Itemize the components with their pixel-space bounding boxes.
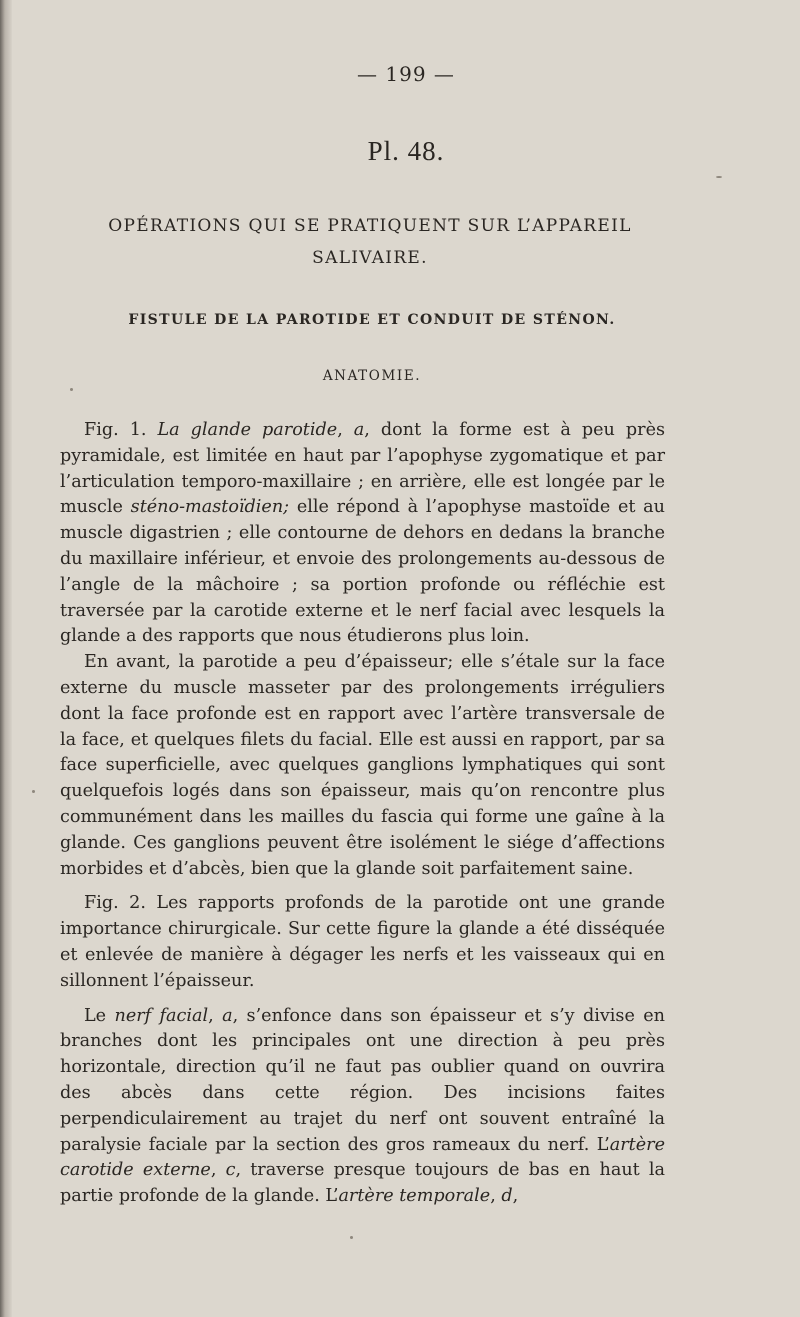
book-page [12, 0, 800, 1317]
italic-letter: a [353, 420, 365, 440]
text-run: , [208, 1005, 223, 1026]
page-number: — 199 — [357, 62, 455, 86]
plate-title: Pl. 48. [367, 136, 445, 166]
section-title-line-2: SALIVAIRE. [312, 248, 428, 268]
book-binding-edge [0, 0, 12, 1317]
italic-letter: d [501, 1186, 513, 1207]
section-title [90, 210, 650, 274]
italic-term: artère temporale [338, 1186, 491, 1207]
text-run: , [490, 1186, 502, 1207]
italic-term: sténo-mastoïdien; [130, 497, 290, 518]
text-run: , [512, 1186, 519, 1207]
italic-term: nerf facial [114, 1005, 209, 1026]
text-run: , [210, 1160, 226, 1181]
paper-speck [716, 176, 722, 178]
text-run: Le [84, 1005, 115, 1026]
anatomy-heading: ANATOMIE. [322, 368, 422, 384]
text-run: , traverse presque toujours de bas en haut la partie profonde de la glande. L’ [60, 1160, 666, 1207]
italic-term: La glande parotide [157, 420, 338, 440]
italic-letter: c [225, 1160, 236, 1181]
paragraph-nerf-facial [60, 1004, 665, 1210]
text-run: , [337, 420, 354, 440]
italic-letter: a [222, 1005, 233, 1026]
text-run: Fig. 1. [84, 420, 158, 440]
italic-term: artère carotide externe [60, 1134, 665, 1181]
section-title-line-1: OPÉRATIONS QUI SE PRATIQUENT SUR L’APPAREIL [108, 216, 632, 236]
text-run: , dont la forme est à peu près pyramidale, est limitée en haut par l’apophyse zygomatique et par l’articulation temporo-maxillaire ; en arrière, elle est longée par le muscle [60, 420, 666, 518]
subsection-title: FISTULE DE LA PAROTIDE ET CONDUIT DE STÉNON. [128, 312, 616, 328]
text-run: elle répond à l’apophyse mastoïde et au muscle digastrien ; elle contourne de dehors en dedans la branche du maxillaire inférieur, et envoie des prolongements au-dessous de l’angle de la mâchoire ; sa portion profonde ou réfléchie est traversée par la carotide externe et le nerf facial avec lesquels la glande a des rapports que nous étudierons plus loin. [60, 497, 666, 647]
paragraph-en-avant: En avant, la parotide a peu d’épaisseur; elle s’étale sur la face externe du muscle masseter par des prolongements irréguliers dont la face profonde est en rapport avec l’artère transversale de la face, et quelques filets du facial. Elle est aussi en rapport, par sa face superficielle, avec quelques ganglions lymphatiques qui sont quelquefois logés dans son épaisseur, mais qu’on rencontre plus communément dans les mailles du fascia qui forme une gaîne à la glande. Ces ganglions peuvent être isolément le siége d’affections morbides et d’abcès, bien que la glande soit parfaitement saine. [60, 652, 665, 879]
paragraph-fig-2: Fig. 2. Les rapports profonds de la parotide ont une grande importance chirurgicale. Sur cette figure la glande a été disséquée et enlevée de manière à dégager les nerfs et les vaisseaux qui en sillonnent l’épaisseur. [60, 893, 665, 991]
body-text [60, 418, 665, 1210]
paragraph-fig-1 [60, 418, 665, 650]
paper-speck [70, 388, 73, 391]
paper-speck [32, 790, 35, 793]
text-run: , s’enfonce dans son épaisseur et s’y divise en branches dont les principales ont une direction à peu près horizontale, direction qu’il ne faut pas oublier quand on ouvrira des abcès dans cette région. Des incisions faites perpendiculairement au trajet du nerf ont souvent entraîné la paralysie faciale par la section des gros rameaux du nerf. L’ [60, 1005, 665, 1155]
paper-speck [350, 1236, 353, 1239]
